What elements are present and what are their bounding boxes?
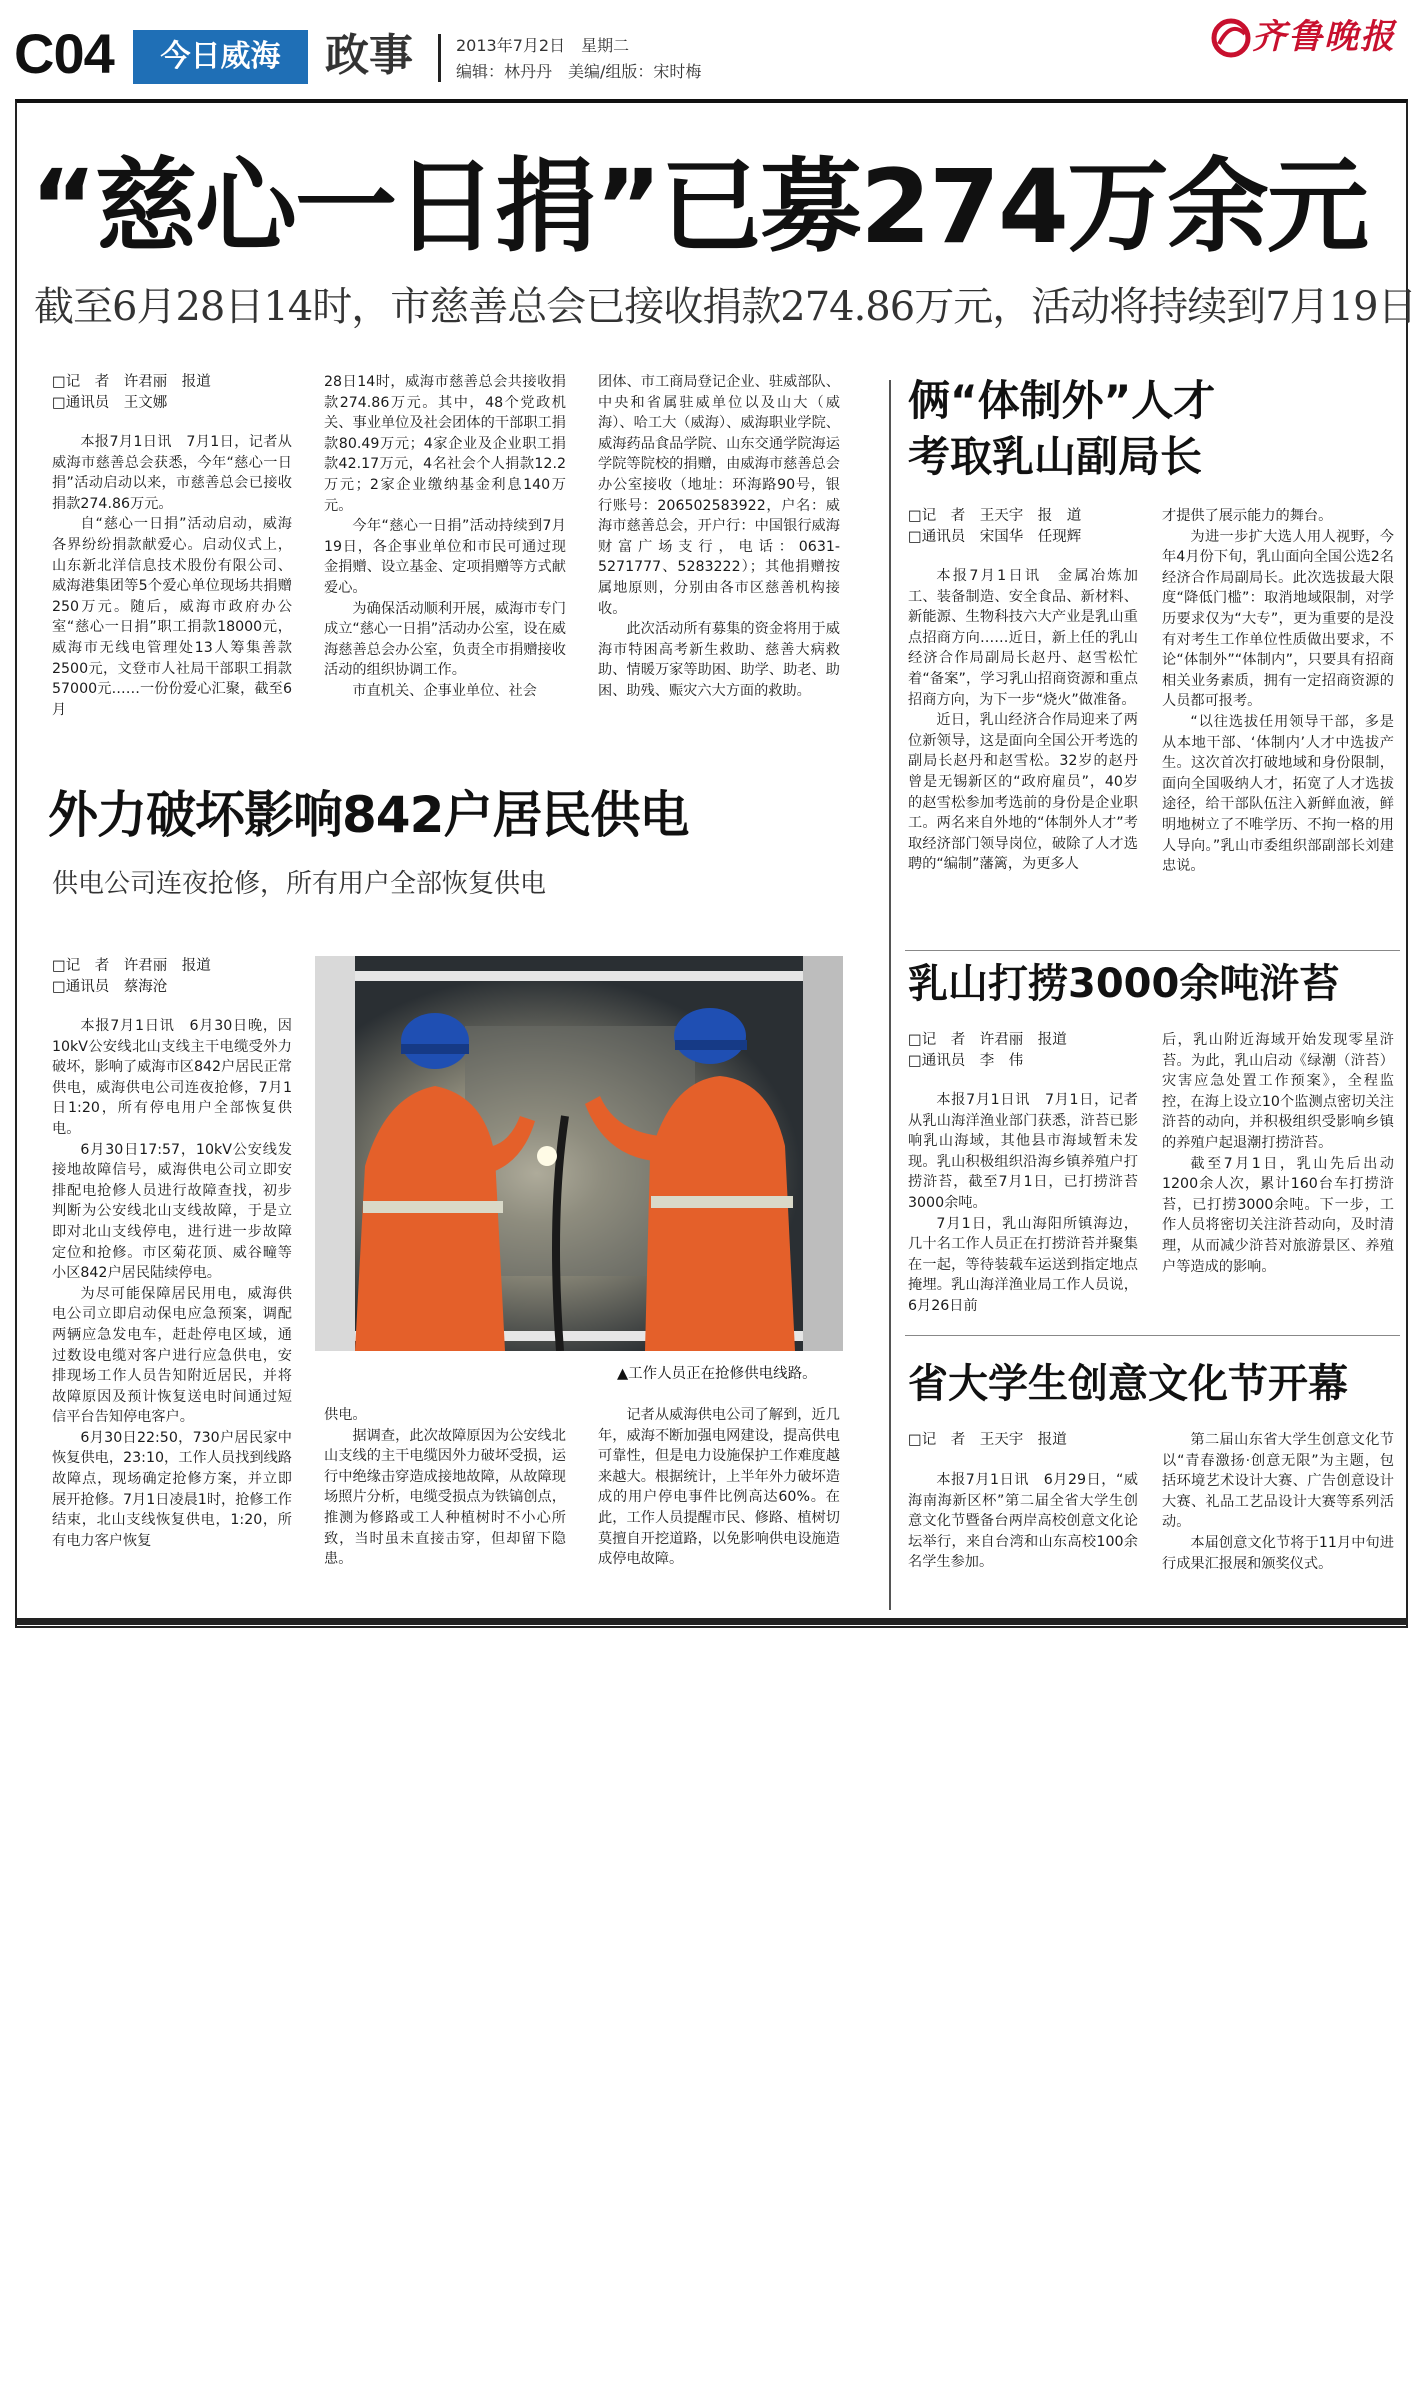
story5-headline: 省大学生创意文化节开幕 [908,1361,1348,1407]
paragraph: 据调查，此次故障原因为公安线北山支线的主干电缆因外力破坏受损，运行中绝缘击穿造成接地故障，从故障现场照片分析，电缆受损点为铁镐创点，推测为修路或工人种植树时不小心所致，当时虽未直接击穿，但却留下隐患。 [324,1427,566,1568]
story3-headline-line1: 俩“体制外”人才 [908,376,1216,425]
paragraph: “以往选拔任用领导干部，多是从本地干部、‘体制内’人才中选拔产生。这次首次打破地域和身份限制，面向全国吸纳人才，拓宽了人才选拔途径，给干部队伍注入新鲜血液，鲜明地树立了不唯学历、不拘一格的用人导向。”乳山市委组织部副部长刘建忠说。 [1162,713,1394,875]
paragraph: 本报7月1日讯 6月29日，“威海南海新区杯”第二届全省大学生创意文化节暨备台两岸高校创意文化论坛举行，来自台湾和山东高校100余名学生参加。 [908,1472,1138,1571]
story2-col3 [598,1405,840,1570]
paragraph: 为确保活动顺利开展，威海市专门成立“慈心一日捐”活动办公室，设在威海慈善总会办公室，负责全市捐赠接收活动的组织协调工作。 [324,600,566,679]
paragraph: 自“慈心一日捐”活动启动，威海各界纷纷捐款献爱心。启动仪式上，山东新北洋信息技术股份有限公司、威海港集团等5个爱心单位现场共捐赠250万元。随后，威海市政府办公室“慈心一日捐”职工捐款18000元，威海市无线电管理处13人筹集善款2500元，文登市人社局干部职工捐款57000元……一份份爱心汇聚，截至6月 [52,516,292,718]
story5-byline [908,1430,1143,1451]
paragraph: 今年“慈心一日捐”活动持续到7月19日，各企事业单位和市民可通过现金捐赠、设立基金、定项捐赠等方式献爱心。 [324,518,566,596]
story1-col1 [52,432,292,720]
story5-col-b [1162,1430,1394,1574]
paragraph: 28日14时，威海市慈善总会共接收捐款274.86万元。其中，48个党政机关、事业单位及社会团体的干部职工捐款80.49万元；4家企业及企业职工捐款42.17万元，4名社会个人捐款12.2万元；2家企业缴纳基金利息140万元。 [324,374,566,514]
paragraph: 记者从威海供电公司了解到，近几年，威海不断加强电网建设，提高供电可靠性，但是电力设施保护工作难度越来越大。根据统计，上半年外力破坏造成的用户停电事件比例高达60%。在此，工作人员提醒市民、修路、植树切莫擅自开挖道路，以免影响供电设施造成停电故障。 [598,1407,840,1568]
story3-headline-line2: 考取乳山副局长 [908,432,1203,481]
story5-col-a [908,1470,1138,1573]
byline-line: □通讯员 宋国华 任现辉 [908,529,1082,545]
story-separator [905,950,1400,951]
paragraph: 6月30日22:50，730户居民家中恢复供电，23:10，工作人员找到线路故障点，现场确定抢修方案，并立即展开抢修。7月1日凌晨1时，抢修工作结束，北山支线恢复供电，1:20，所有电力客户恢复 [52,1429,292,1549]
paragraph: 本报7月1日讯 6月30日晚，因10kV公安线北山支线主干电缆受外力破坏，影响了威海市区842户居民正常供电，威海供电公司连夜抢修，7月1日1:20，所有停电用户全部恢复供电。 [52,1018,292,1137]
repair-workers-photo [315,956,843,1351]
paragraph: 市直机关、企事业单位、社会 [352,682,537,699]
story2-headline: 外力破坏影响842户居民供电 [48,786,689,844]
page-bottom-rule [15,1618,1408,1625]
paragraph: 近日，乳山经济合作局迎来了两位新领导，这是面向全国公开考选的副局长赵丹和赵雪松。32岁的赵丹曾是无锡新区的“政府雇员”，40岁的赵雪松参加考选前的身份是企业职工。两名来自外地的“体制外人才”考取经济部门领导岗位，破除了人才选聘的“编制”藩篱，为更多人 [908,712,1138,873]
photo-caption: ▲工作人员正在抢修供电线路。 [617,1366,817,1382]
newspaper-logo-text: 齐鲁晚报 [1252,17,1396,57]
story4-byline [908,1030,1143,1072]
story2-subheadline: 供电公司连夜抢修，所有用户全部恢复供电 [52,869,547,899]
story4-col-b [1162,1030,1394,1277]
story2-col1 [52,1016,292,1551]
column-label: 政事 [325,30,413,81]
story2-byline [52,956,292,998]
story4-col-a [908,1090,1138,1317]
paragraph: 为进一步扩大选人用人视野，今年4月份下旬，乳山面向全国公选2名经济合作局副局长。此次选拔最大限度“降低门槛”：取消地域限制，对学历要求仅为“大专”，更为重要的是没有对考生工作单位性质做出要求，不论“体制外”“体制内”，只要具有招商相关业务素质，拥有一定招商资源的人员都可报考。 [1162,528,1394,710]
issue-date: 2013年7月2日 星期二 [456,36,630,55]
paragraph: 第二届山东省大学生创意文化节以“青春激扬·创意无限”为主题，包括环境艺术设计大赛、广告创意设计大赛、礼品工艺品设计大赛等系列活动。 [1162,1432,1394,1531]
story-separator [905,1335,1400,1336]
paragraph: 本报7月1日讯 金属冶炼加工、装备制造、安全食品、新材料、新能源、生物科技六大产业是乳山重点招商方向……近日，新上任的乳山经济合作局副局长赵丹、赵雪松忙着“备案”，学习乳山招商资源和重点招商方向，为下一步“烧火”做准备。 [908,568,1138,708]
byline-line: □记 者 许君丽 报道 [908,1032,1067,1048]
paragraph: 为尽可能保障居民用电，威海供电公司立即启动保电应急预案，调配两辆应急发电车，赶赴停电区域，通过数设电缆对客户进行应急供电，安排现场工作人员告知附近居民，并将故障原因及预计恢复送电时间通过短信平台告知停电客户。 [52,1285,292,1426]
header-divider [438,34,441,82]
paragraph: 截至7月1日，乳山先后出动1200余人次，累计160台车打捞浒苔，已打捞3000余吨。下一步，工作人员将密切关注浒苔动向，及时清理，从而减少浒苔对旅游景区、养殖户等造成的影响。 [1162,1155,1394,1275]
paragraph: 此次活动所有募集的资金将用于威海市特困高考新生救助、慈善大病救助、情暖万家等助困、助学、助老、助困、助残、赈灾六大方面的救助。 [598,621,840,699]
story3-byline [908,506,1143,548]
story2-col2 [324,1405,566,1570]
story3-col-b [1162,506,1394,877]
story1-subheadline: 截至6月28日14时，市慈善总会已接收捐款274.86万元，活动将持续到7月19日 [34,284,1417,330]
paragraph: 本报7月1日讯 7月1日，记者从威海市慈善总会获悉，今年“慈心一日捐”活动启动以来，市慈善总会已接收捐款274.86万元。 [52,434,292,512]
paragraph: 后，乳山附近海域开始发现零星浒苔。为此，乳山启动《绿潮（浒苔）灾害应急处置工作预案》，全程监控，在海上设立10个监测点密切关注浒苔的动向，并积极组织受影响乡镇的养殖户起退潮打捞浒苔。 [1162,1032,1394,1151]
section-label: 今日威海 [133,30,308,84]
page-code: C04 [14,22,114,85]
byline-line: □通讯员 王文娜 [52,395,168,411]
byline-line: □记 者 许君丽 报道 [52,374,211,390]
story4-headline: 乳山打捞3000余吨浒苔 [908,961,1340,1007]
paragraph: 才提供了展示能力的舞台。 [1162,508,1333,524]
byline-line: □通讯员 李 伟 [908,1053,1024,1069]
story1-col2 [324,372,566,702]
editor-credits: 编辑：林丹丹 美编/组版：宋时梅 [456,62,702,81]
column-separator [889,380,891,1610]
story1-headline: “慈心一日捐”已募274万余元 [30,148,1367,267]
paragraph: 7月1日，乳山海阳所镇海边，几十名工作人员正在打捞浒苔并聚集在一起，等待装载车运送到指定地点掩埋。乳山海洋渔业局工作人员说，6月26日前 [908,1215,1138,1314]
byline-line: □通讯员 蔡海沧 [52,979,168,995]
story1-byline [52,372,292,414]
paragraph: 本届创意文化节将于11月中旬进行成果汇报展和颁奖仪式。 [1162,1534,1394,1572]
paragraph: 团体、市工商局登记企业、驻威部队、中央和省属驻威单位以及山大（威海）、哈工大（威海）、威海职业学院、威海药品食品学院、山东交通学院海运学院等院校的捐赠，由威海市慈善总会办公室接收（地址：环海路90号，银行账号：206502583922，户名：威海市慈善总会，开户行：中国银行威海财富广场支行，电话：0631-5271777、5283222）；其他捐赠按属地原则，分别由各市区慈善机构接收。 [598,374,840,617]
paragraph: 6月30日17:57，10kV公安线发接地故障信号，威海供电公司立即安排配电抢修人员进行故障查找，初步判断为公安线北山支线故障，于是立即对北山支线停电，进行进一步故障定位和抢修。市区菊花顶、威谷疃等小区842户居民陆续停电。 [52,1141,292,1282]
byline-line: □记 者 王天宇 报 道 [908,508,1082,524]
story3-col-a [908,566,1138,875]
story1-col3 [598,372,840,702]
byline-line: □记 者 王天宇 报道 [908,1432,1067,1448]
paragraph: 供电。 [324,1407,367,1423]
paragraph: 本报7月1日讯 7月1日，记者从乳山海洋渔业部门获悉，浒苔已影响乳山海域，其他县市海域暂未发现。乳山积极组织沿海乡镇养殖户打捞浒苔，截至7月1日，已打捞浒苔3000余吨。 [908,1092,1138,1211]
byline-line: □记 者 许君丽 报道 [52,958,211,974]
